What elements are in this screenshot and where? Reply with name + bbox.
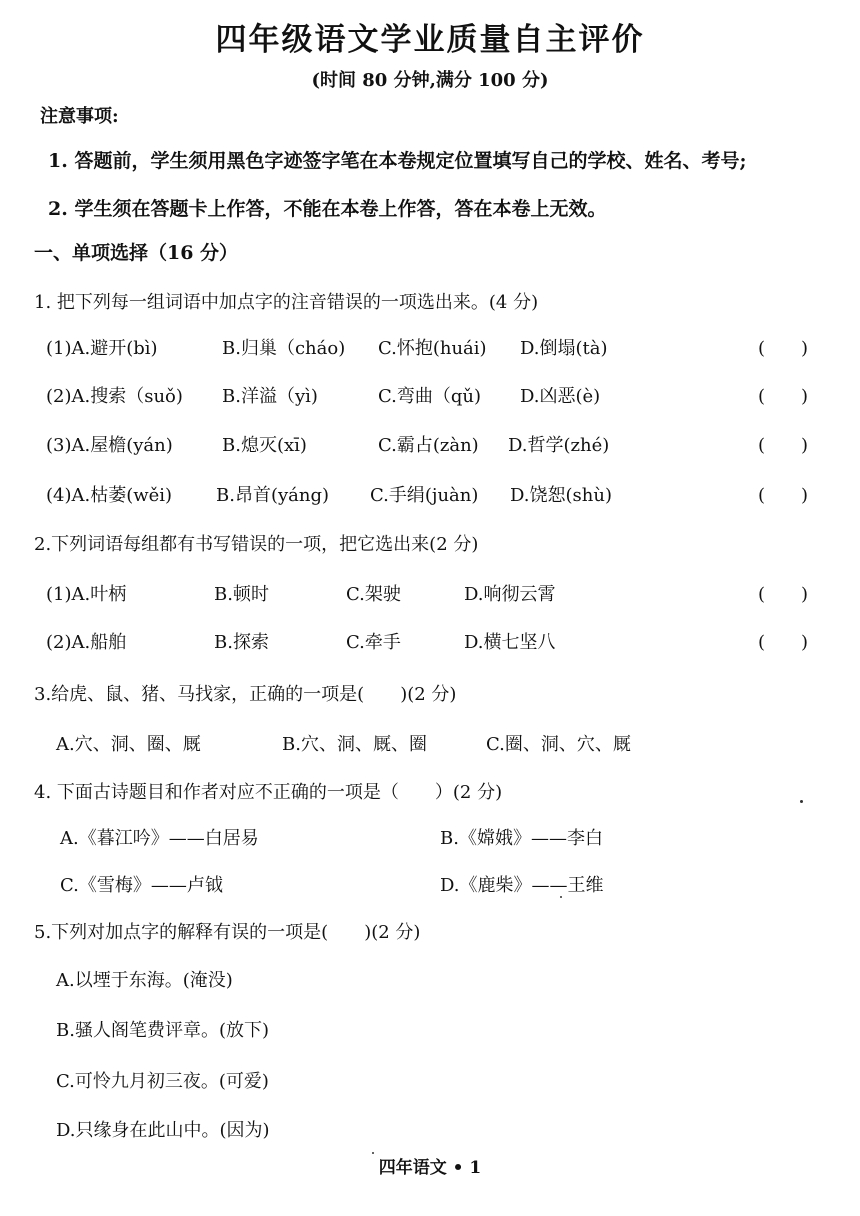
question-5-option-a: A.以堙于东海。(淹没) xyxy=(56,970,233,991)
option-b: B.熄灭(xī) xyxy=(222,435,307,456)
scan-speck xyxy=(560,896,562,898)
question-3-option-b: B.穴、洞、厩、圈 xyxy=(282,734,427,755)
option-d: D.倒塌(tà) xyxy=(520,338,608,359)
question-5-stem: 5.下列对加点字的解释有误的一项是( )(2 分) xyxy=(34,922,421,943)
option-d: D.哲学(zhé) xyxy=(508,435,610,456)
option-c: C.弯曲（qǔ) xyxy=(378,386,481,407)
question-3-option-c: C.圈、洞、穴、厩 xyxy=(486,734,631,755)
answer-parentheses: ( ) xyxy=(758,435,809,456)
question-3-stem: 3.给虎、鼠、猪、马找家，正确的一项是( )(2 分) xyxy=(34,684,457,705)
question-1-stem: 1. 把下列每一组词语中加点字的注音错误的一项选出来。(4 分) xyxy=(34,292,539,313)
scan-speck xyxy=(800,800,803,803)
scan-speck xyxy=(372,1152,374,1154)
notice-item-2: 2. 学生须在答题卡上作答，不能在本卷上作答，答在本卷上无效。 xyxy=(48,198,607,220)
exam-title: 四年级语文学业质量自主评价 xyxy=(215,22,645,58)
answer-parentheses: ( ) xyxy=(758,632,809,653)
section-heading: 一、单项选择（16 分） xyxy=(34,242,239,264)
notice-heading: 注意事项: xyxy=(40,106,119,127)
option-d: D.横七坚八 xyxy=(464,632,556,653)
option-b: B.洋溢（yì) xyxy=(222,386,318,407)
question-2-stem: 2.下列词语每组都有书写错误的一项，把它选出来(2 分) xyxy=(34,534,479,555)
option-a: (1)A.避开(bì) xyxy=(46,338,158,359)
option-a: (2)A.搜索（suǒ) xyxy=(46,386,183,407)
notice-item-1: 1. 答题前，学生须用黑色字迹签字笔在本卷规定位置填写自己的学校、姓名、考号; xyxy=(48,150,747,172)
answer-parentheses: ( ) xyxy=(758,338,809,359)
option-a: (3)A.屋檐(yán) xyxy=(46,435,173,456)
option-c: C.架驶 xyxy=(346,584,401,605)
option-c: C.手绢(juàn) xyxy=(370,485,479,506)
exam-subtitle: (时间 80 分钟,满分 100 分) xyxy=(311,70,549,91)
option-d: D.饶恕(shù) xyxy=(510,485,612,506)
question-3-option-a: A.穴、洞、圈、厩 xyxy=(56,734,201,755)
question-4-stem: 4. 下面古诗题目和作者对应不正确的一项是（ ）(2 分) xyxy=(34,782,503,803)
answer-parentheses: ( ) xyxy=(758,386,809,407)
question-5-option-b: B.骚人阁笔费评章。(放下) xyxy=(56,1020,269,1041)
option-d: D.响彻云霄 xyxy=(464,584,556,605)
option-b: B.探索 xyxy=(214,632,269,653)
option-a: (1)A.叶柄 xyxy=(46,584,127,605)
option-a: (4)A.枯萎(wěi) xyxy=(46,485,173,506)
page-footer: 四年语文 • 1 xyxy=(378,1158,482,1178)
option-b: B.顿时 xyxy=(214,584,269,605)
answer-parentheses: ( ) xyxy=(758,485,809,506)
option-b: B.归巢（cháo) xyxy=(222,338,346,359)
option-c: C.怀抱(huái) xyxy=(378,338,487,359)
option-b: B.昂首(yáng) xyxy=(216,485,330,506)
option-c: C.霸占(zàn) xyxy=(378,435,479,456)
option-d: D.凶恶(è) xyxy=(520,386,601,407)
question-4-option-b: B.《嫦娥》——李白 xyxy=(440,828,603,849)
question-4-option-d: D.《鹿柴》——王维 xyxy=(440,875,604,896)
question-4-option-a: A.《暮江吟》——白居易 xyxy=(60,828,259,849)
question-5-option-d: D.只缘身在此山中。(因为) xyxy=(56,1120,270,1141)
question-5-option-c: C.可怜九月初三夜。(可爱) xyxy=(56,1071,269,1092)
question-4-option-c: C.《雪梅》——卢钺 xyxy=(60,875,223,896)
option-c: C.牵手 xyxy=(346,632,401,653)
answer-parentheses: ( ) xyxy=(758,584,809,605)
option-a: (2)A.船舶 xyxy=(46,632,127,653)
